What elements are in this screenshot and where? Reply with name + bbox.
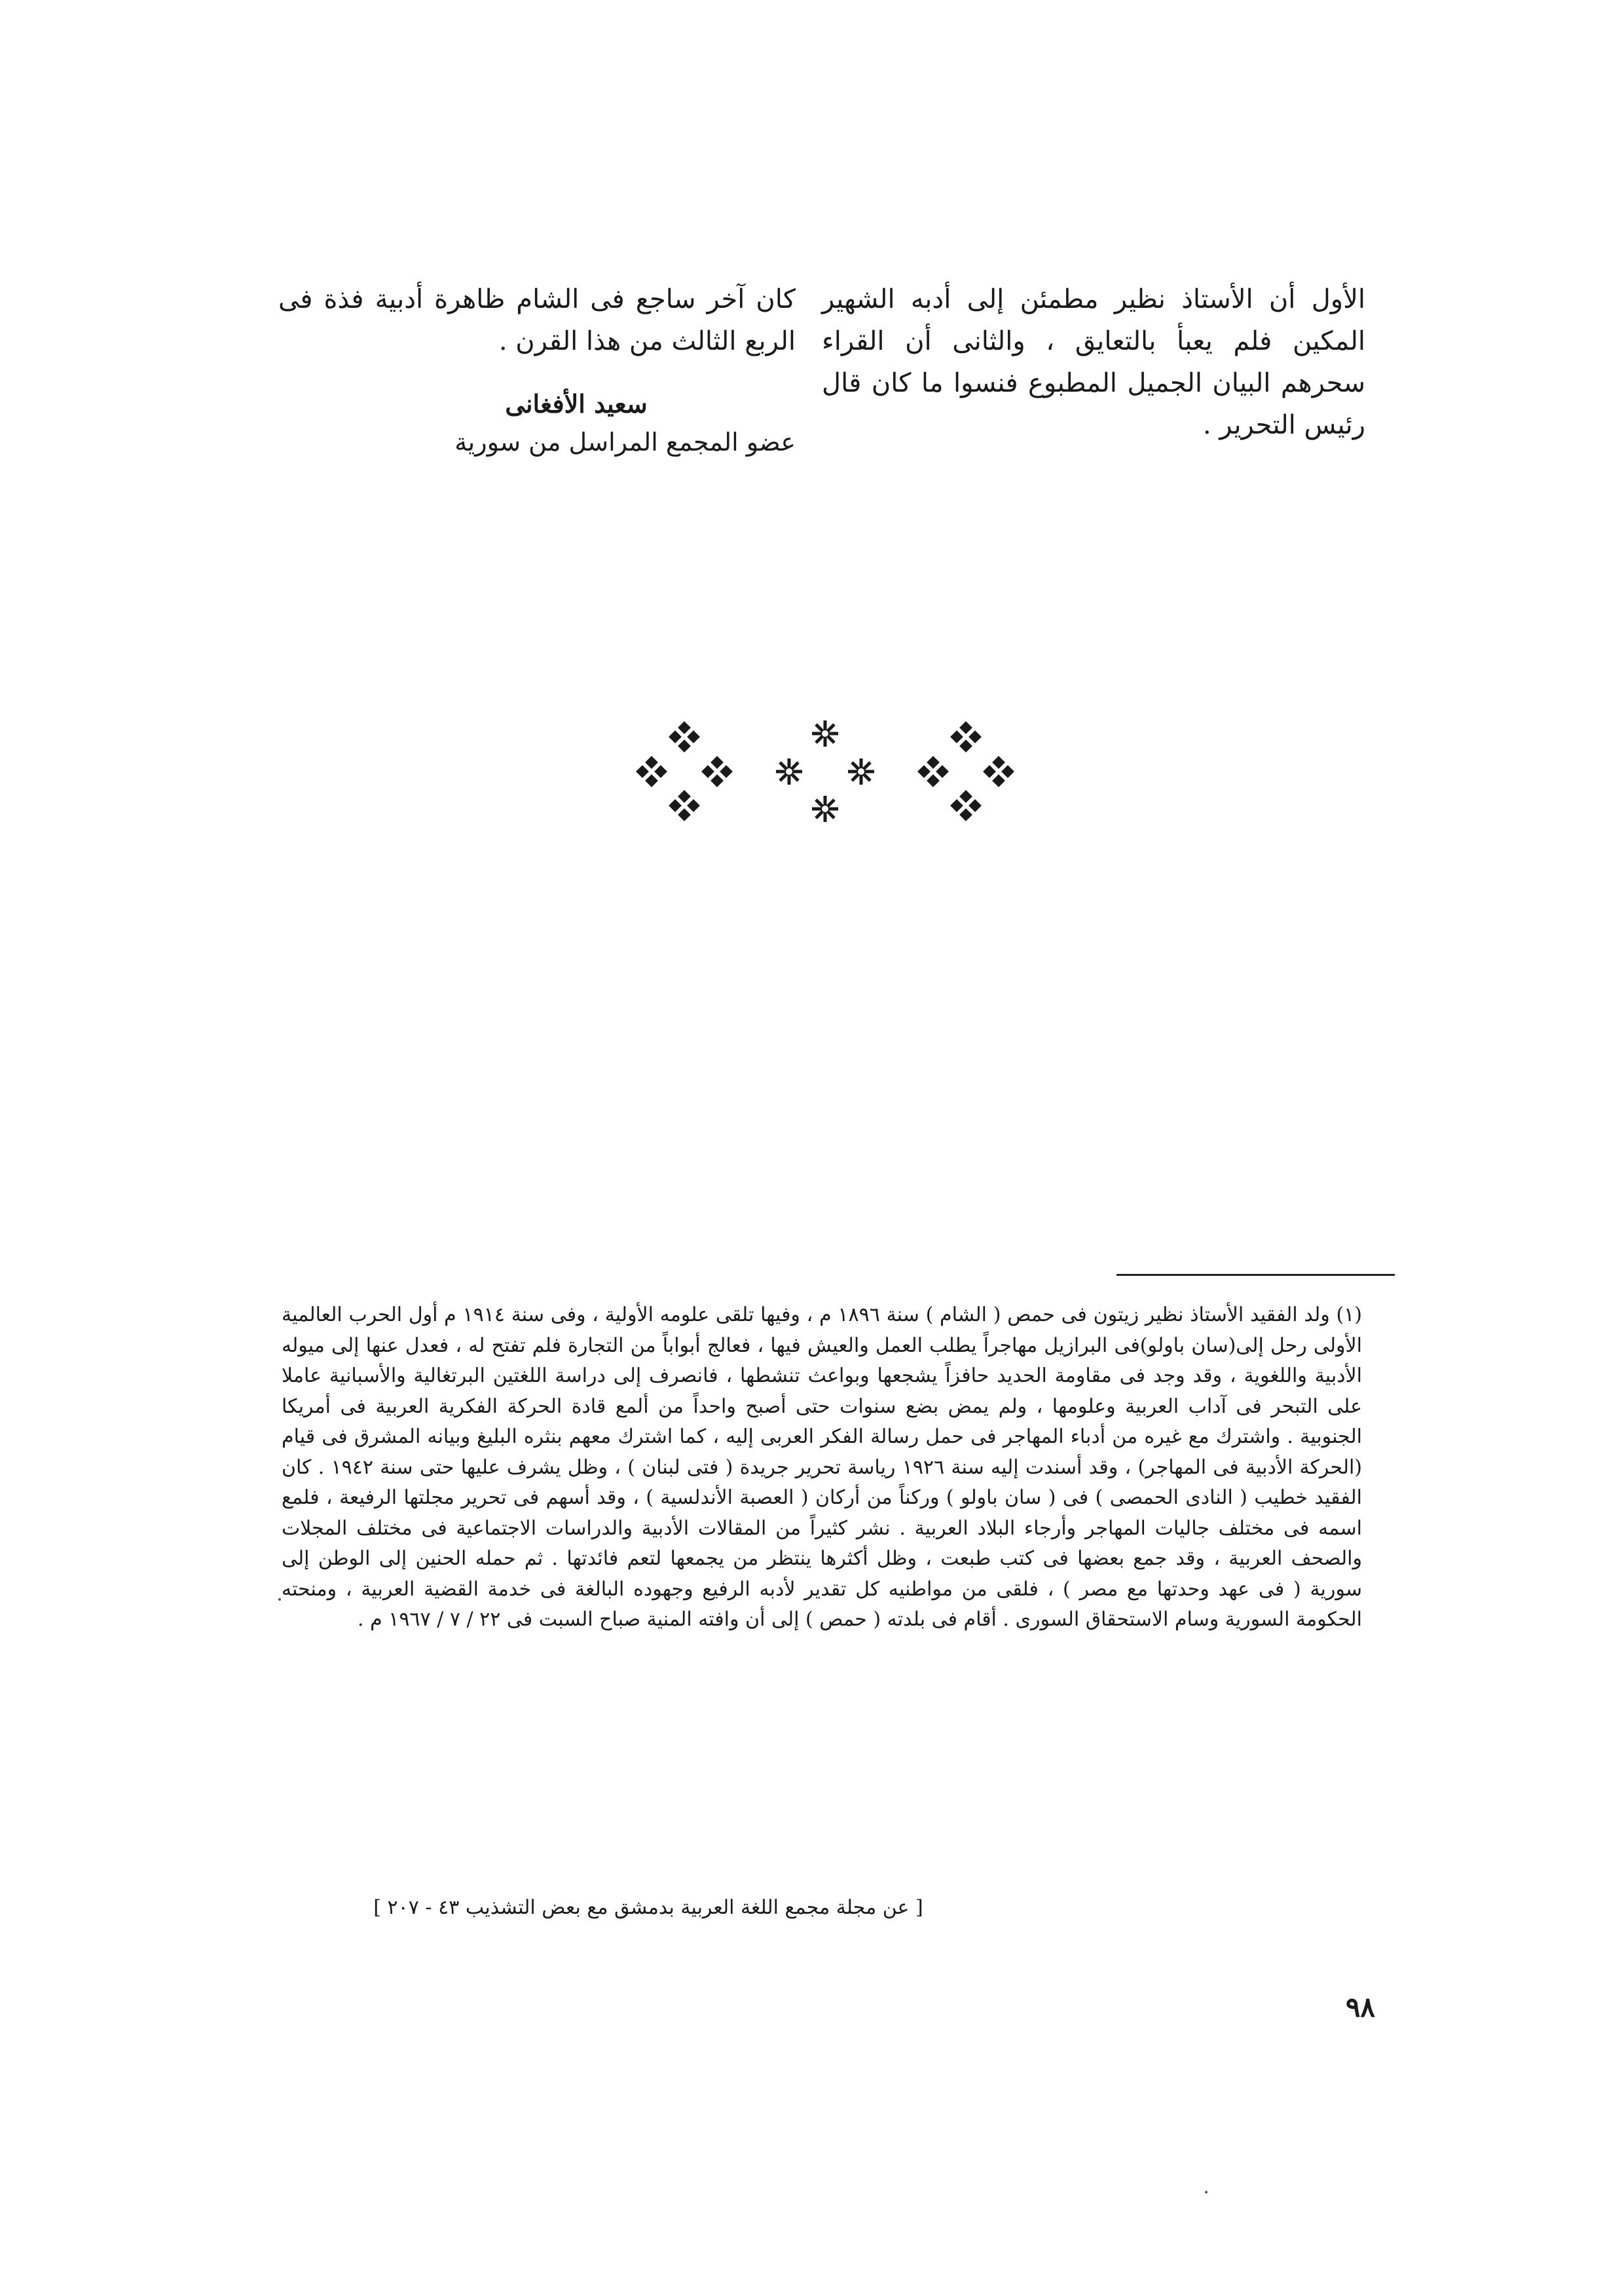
ornament-right-group xyxy=(917,721,1014,821)
source-citation: [ عن مجلة مجمع اللغة العربية بدمشق مع بعض التشذيب ٤٣ - ٢٠٧ ] xyxy=(373,1896,923,1919)
scan-speck xyxy=(1205,2191,1208,2193)
right-column xyxy=(822,278,1365,446)
ornament-left-group xyxy=(636,721,733,821)
author-title: عضو المجمع المراسل من سورية xyxy=(454,428,796,457)
left-column xyxy=(278,278,796,462)
footnote-divider xyxy=(1116,1274,1395,1276)
footnote-text: (١) ولد الفقيد الأستاذ نظير زيتون فى حمص ( الشام ) سنة ١٨٩٦ م ، وفيها تلقى علومه الأولية ، وفى سنة ١٩١٤ م أول الحرب العالمية الأولى رحل إلى(سان باولو)فى البرازيل مهاجراً يطلب العمل والعيش فيها ، فعالج أبواباً من التجارة فلم تفتح له ، فعدل عنها إلى ميوله الأدبية واللغوية ، وقد وجد فى مقاومة الحديد حافزاً يشجعها وبواعث تنشطها ، فانصرف إلى دراسة اللغتين البرتغالية والأسبانية عاملا على التبحر فى آداب العربية وعلومها ، ولم يمض بضع سنوات حتى أصبح واحداً من ألمع قادة الحركة الفكرية العربية فى أمريكا الجنوبية . واشترك مع غيره من أدباء المهاجر فى حمل رسالة الفكر العربى إليه ، كما اشترك معهم بنثره البليغ وبيانه المشرق فى قيام (الحركة الأدبية فى المهاجر) ، وقد أسندت إليه سنة ١٩٢٦ رياسة تحرير جريدة ( فتى لبنان ) ، وظل يشرف عليها حتى سنة ١٩٤٢ . كان الفقيد خطيب ( النادى الحمصى ) فى ( سان باولو ) وركناً من أركان ( العصبة الأندلسية ) ، وقد أسهم فى تحرير مجلتها الرفيعة ، فلمع اسمه فى مختلف جاليات المهاجر وأرجاء البلاد العربية . نشر كثيراً من المقالات الأدبية والدراسات الاجتماعية فى مختلف المجلات والصحف العربية ، وقد جمع بعضها فى كتب طبعت ، وظل أكثرها ينتظر من يجمعها لتعم فائدتها . ثم حمله الحنين إلى الوطن إلى سورية ( فى عهد وحدتها مع مصر ) ، فلقى من مواطنيه كل تقدير لأدبه الرفيع وجهوده البالغة فى خدمة القضية العربية ، ومنحته الحكومة السورية وسام الاستحقاق السورى . أقام فى بلدته ( حمص ) إلى أن وافته المنية صباح السبت فى ٢٢ / ٧ / ١٩٦٧ م . xyxy=(282,1303,1363,1631)
right-column-text: الأول أن الأستاذ نظير مطمئن إلى أدبه الشهير المكين فلم يعبأ بالتعايق ، والثانى أن القراء سحرهم البيان الجميل المطبوع فنسوا ما كان قال رئيس التحرير . xyxy=(822,284,1365,440)
page-number: ٩٨ xyxy=(1345,1991,1375,2023)
footnote xyxy=(282,1300,1362,1635)
ornament-icon xyxy=(622,714,1028,832)
scan-speck xyxy=(278,1598,281,1601)
author-signature: سعيد الأفغانى xyxy=(505,389,648,419)
ornament-center-group xyxy=(776,720,874,822)
left-column-text: كان آخر ساجع فى الشام ظاهرة أدبية فذة فى الربع الثالث من هذا القرن . xyxy=(278,284,796,356)
